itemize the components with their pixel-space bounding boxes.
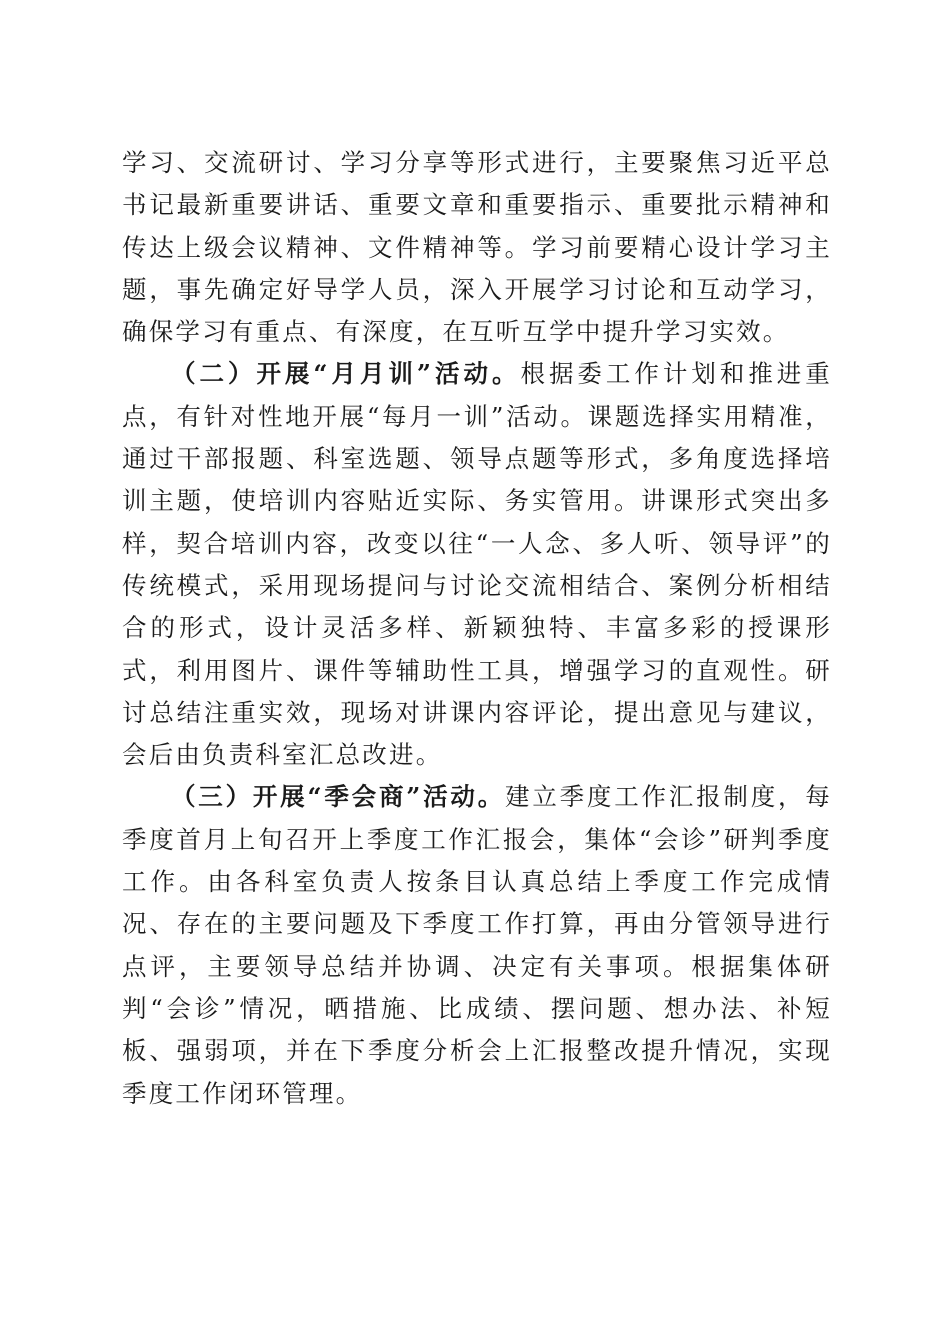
paragraph-body: 建立季度工作汇报制度，每季度首月上旬召开上季度工作汇报会，集体“会诊”研判季度工作。由各科室负责人按条目认真总结上季度工作完成情况、存在的主要问题及下季度工作打算，再由分管领导进行点评，主要领导总结并协调、决定有关事项。根据集体研判“会诊”情况，晒措施、比成绩、摆问题、想办法、补短板、强弱项，并在下季度分析会上汇报整改提升情况，实现季度工作闭环管理。 bbox=[122, 782, 832, 1108]
section-heading-monthly-training: （二）开展“月月训”活动。 bbox=[171, 359, 521, 389]
paragraph-monthly-training bbox=[122, 353, 832, 776]
section-heading-quarterly-consultation: （三）开展“季会商”活动。 bbox=[171, 782, 506, 812]
paragraph-quarterly-consultation bbox=[122, 776, 832, 1114]
paragraph-body: 根据委工作计划和推进重点，有针对性地开展“每月一训”活动。课题选择实用精准，通过干部报题、科室选题、领导点题等形式，多角度选择培训主题，使培训内容贴近实际、务实管用。讲课形式突出多样，契合培训内容，改变以往“一人念、多人听、领导评”的传统模式，采用现场提问与讨论交流相结合、案例分析相结合的形式，设计灵活多样、新颖独特、丰富多彩的授课形式，利用图片、课件等辅助性工具，增强学习的直观性。研讨总结注重实效，现场对讲课内容评论，提出意见与建议，会后由负责科室汇总改进。 bbox=[122, 359, 832, 770]
paragraph-body: 学习、交流研讨、学习分享等形式进行，主要聚焦习近平总书记最新重要讲话、重要文章和重要指示、重要批示精神和传达上级会议精神、文件精神等。学习前要精心设计学习主题，事先确定好导学人员，深入开展学习讨论和互动学习，确保学习有重点、有深度，在互听互学中提升学习实效。 bbox=[122, 148, 832, 347]
paragraph-continued-study bbox=[122, 142, 832, 353]
